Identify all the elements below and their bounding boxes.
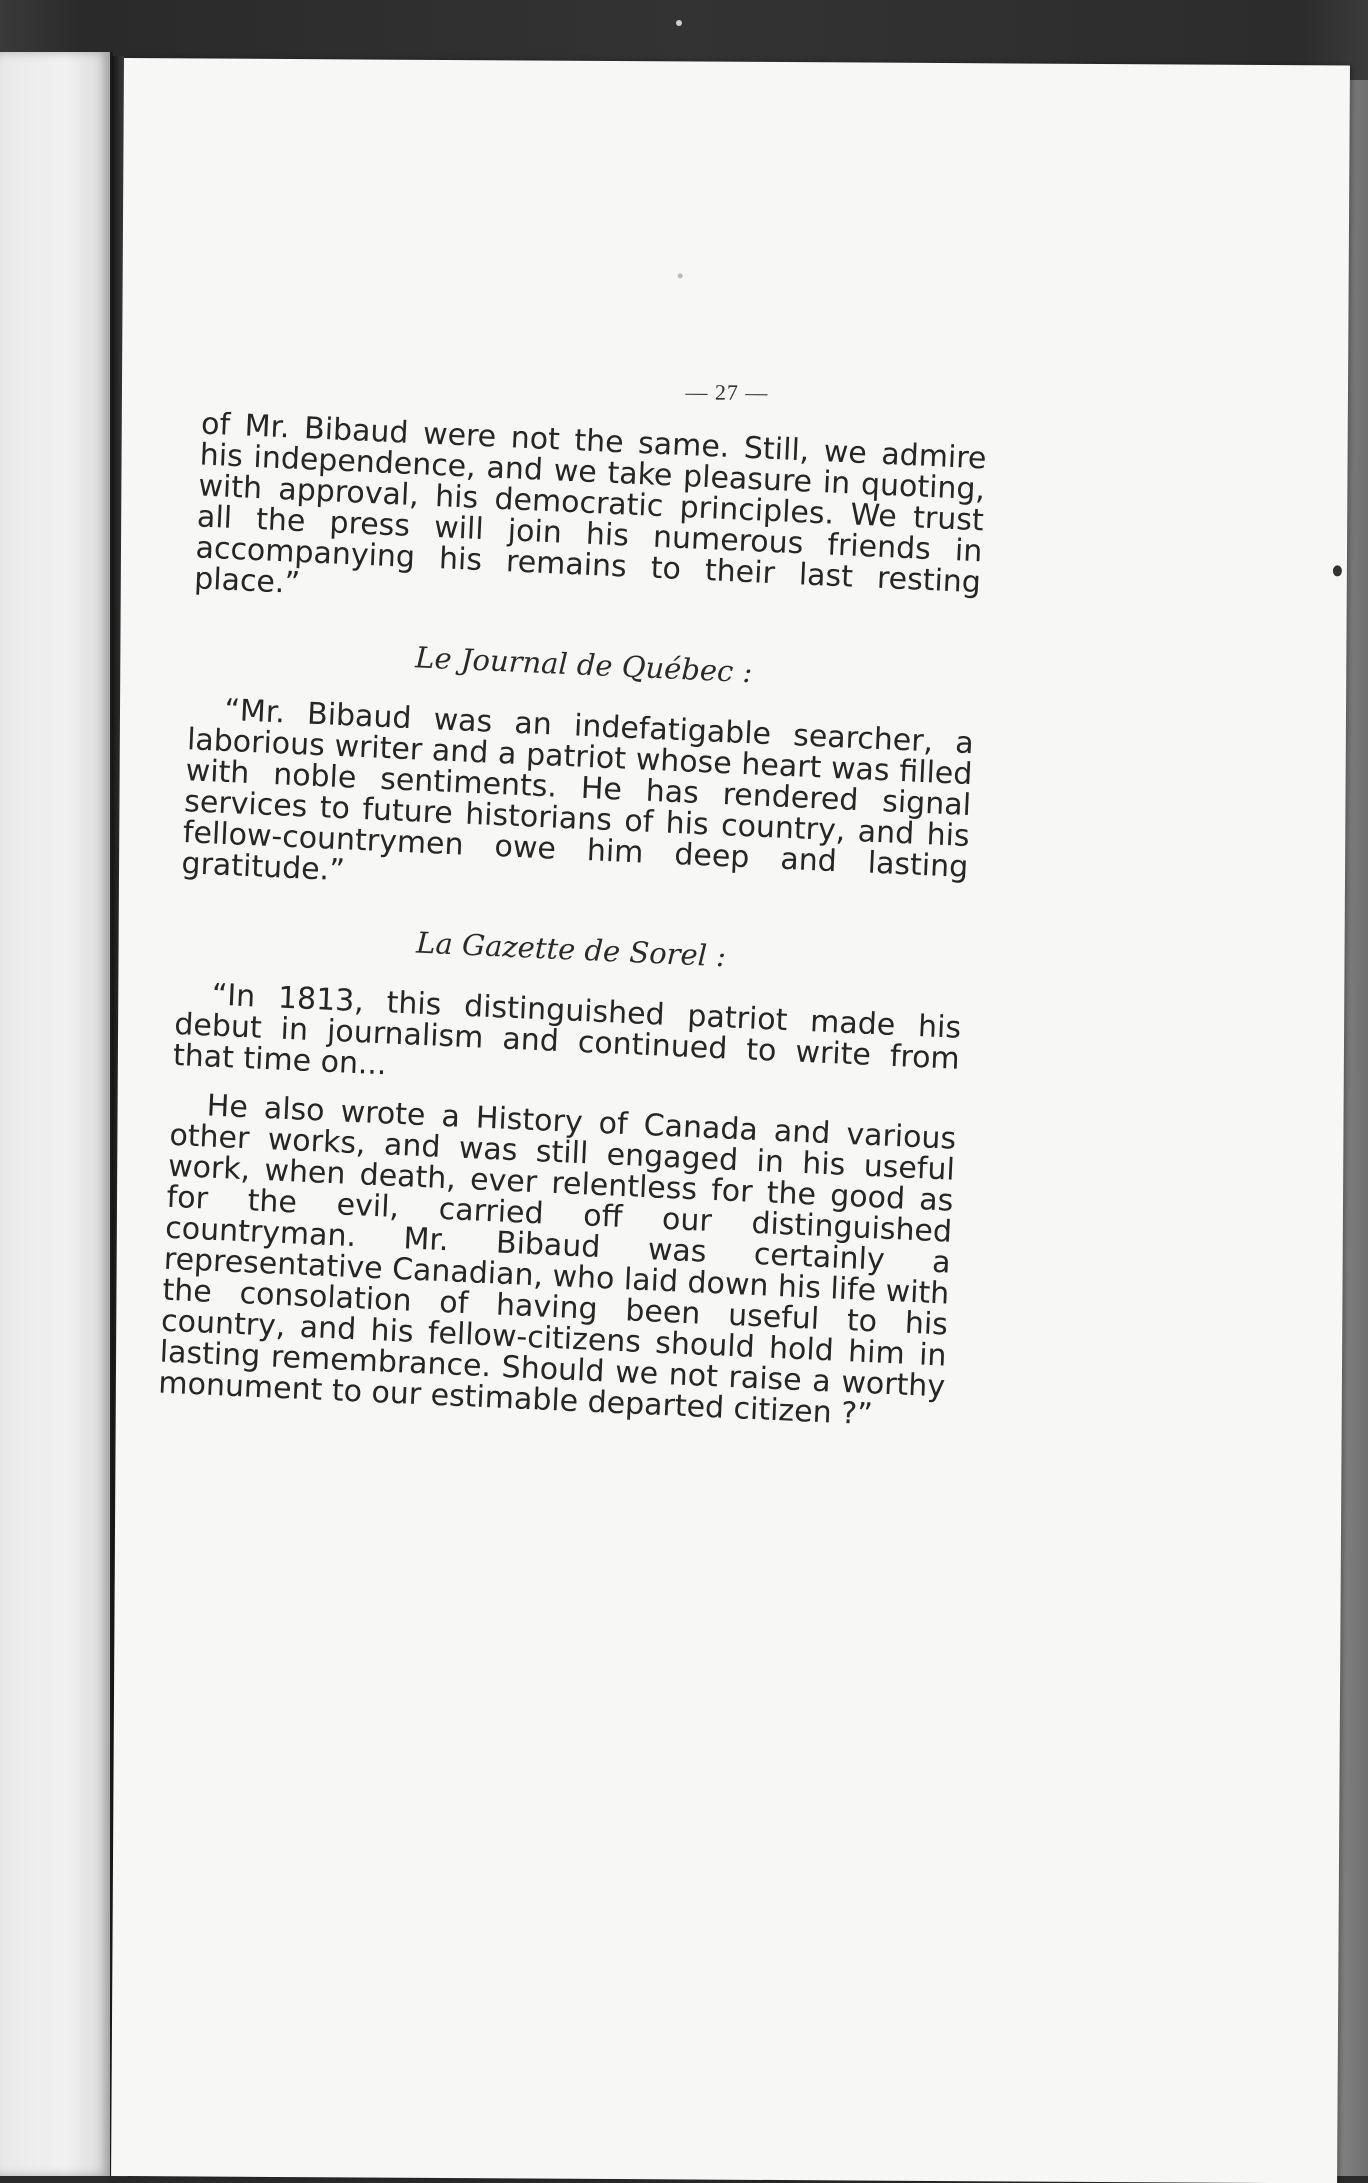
quote-gazette-de-sorel-part1: “In 1813, this distinguished patriot made his debut in journalism and continued to write from that time on... xyxy=(172,977,962,1083)
dust-speck xyxy=(676,20,682,26)
left-facing-page xyxy=(0,52,113,2176)
quote-gazette-de-sorel-part2: He also wrote a History of Canada and various other works, and was still engaged in his useful work, when death, ever relentless for the good as for the evil, carried off our distinguished countryman. Mr. Bibaud was certainly a representative Canadian, who laid down his life with the consolation of having been useful to his country, and his fellow-citizens should hold him in lasting remembrance. Should we not raise a worthy monument to our estimable departed citizen ?” xyxy=(157,1088,957,1433)
intro-paragraph: of Mr. Bibaud were not the same. Still, we admire his independence, and we take pleasure in quoting, with approval, his democratic principles. We trust all the press will join his numerous friends in accompanying his remains to their last resting place.” xyxy=(193,406,988,602)
page-text-block xyxy=(158,408,987,1433)
dust-speck xyxy=(1333,565,1342,576)
source-heading-journal-de-quebec: Le Journal de Québec : xyxy=(414,640,754,690)
page-number: — 27 — xyxy=(685,379,769,405)
dust-speck xyxy=(678,273,683,278)
quote-journal-de-quebec: “Mr. Bibaud was an indefatigable searcher, a laborious writer and a patriot whose heart was filled with noble sentiments. He has rendered signal services to future historians of his country, and his fellow-countrymen owe him deep and lasting gratitude.” xyxy=(180,692,975,889)
book-page xyxy=(111,58,1350,2183)
source-heading-gazette-de-sorel: La Gazette de Sorel : xyxy=(415,925,727,974)
